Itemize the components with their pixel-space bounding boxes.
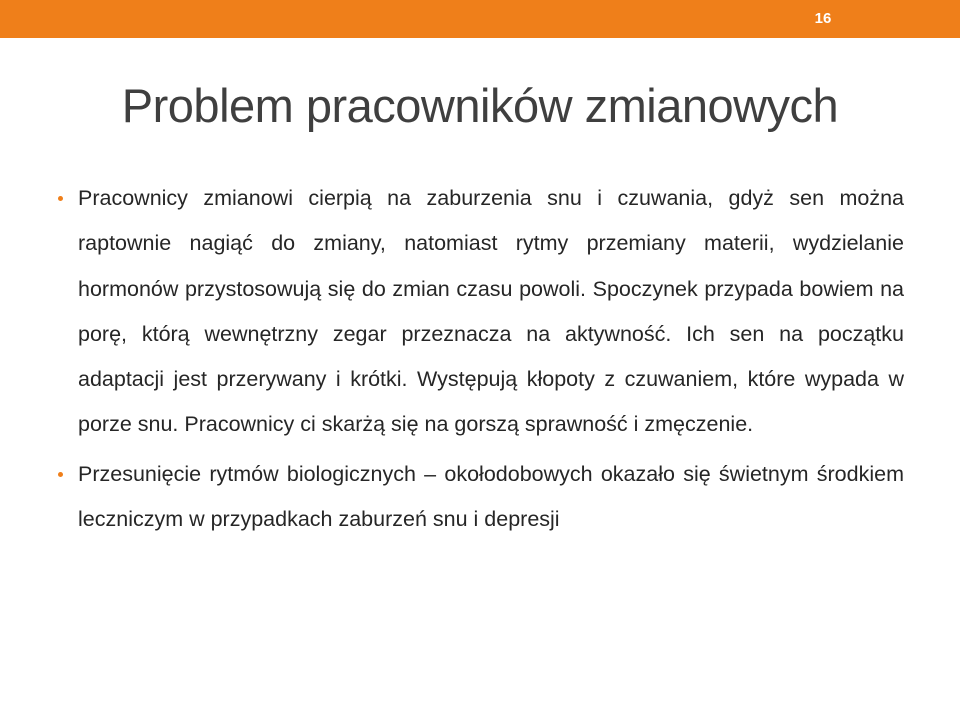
slide-content [58,176,904,542]
bullet-dot-icon [58,472,63,477]
bullet-item [58,176,904,448]
header-bar [0,0,960,38]
page-number: 16 [814,10,832,27]
bullet-dot-icon [58,196,63,201]
bullet-item [58,452,904,543]
bullet-text: Przesunięcie rytmów biologicznych – okołodobowych okazało się świetnym środkiem leczniczym w przypadkach zaburzeń snu i depresji [78,461,904,532]
slide-title: Problem pracowników zmianowych [121,79,839,132]
bullet-text: Pracownicy zmianowi cierpią na zaburzenia snu i czuwania, gdyż sen można raptownie nagiąć do zmiany, natomiast rytmy przemiany materii, wydzielanie hormonów przystosowują się do zmian czasu powoli. Spoczynek przypada bowiem na porę, którą wewnętrzny zegar przeznacza na aktywność. Ich sen na początku adaptacji jest przerywany i krótki. Występują kłopoty z czuwaniem, które wypada w porze snu. Pracownicy ci skarżą się na gorszą sprawność i zmęczenie. [78,186,904,437]
